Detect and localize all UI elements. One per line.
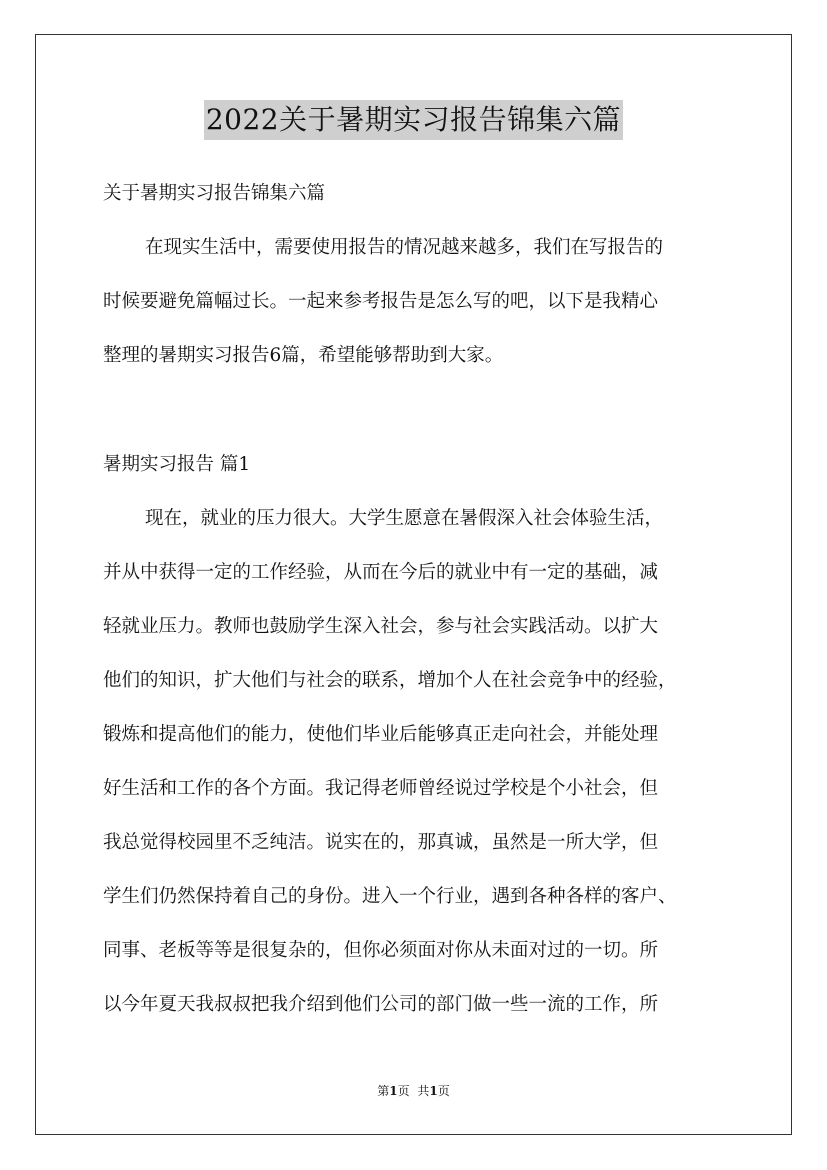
body-line-10: 以今年夏天我叔叔把我介绍到他们公司的部门做一些一流的工作，所	[103, 994, 659, 1015]
footer-page-suffix: 页	[397, 1084, 410, 1098]
body-line-8: 学生们仍然保持着自己的身份。进入一个行业，遇到各种各样的客户、	[103, 886, 677, 907]
body-line-1: 现在，就业的压力很大。大学生愿意在暑假深入社会体验生活，	[145, 508, 664, 529]
body-line-5: 锻炼和提高他们的能力，使他们毕业后能够真正走向社会，并能处理	[103, 724, 659, 745]
intro-line-2: 时候要避免篇幅过长。一起来参考报告是怎么写的吧，以下是我精心	[103, 291, 659, 312]
body-line-3: 轻就业压力。教师也鼓励学生深入社会，参与社会实践活动。以扩大	[103, 616, 659, 637]
body-line-4: 他们的知识，扩大他们与社会的联系，增加个人在社会竞争中的经验，	[103, 670, 677, 691]
subtitle: 关于暑期实习报告锦集六篇	[103, 183, 326, 204]
footer-total-suffix: 页	[437, 1084, 450, 1098]
intro-line-1: 在现实生活中，需要使用报告的情况越来越多，我们在写报告的	[145, 237, 664, 258]
footer-page-prefix: 第	[377, 1084, 390, 1098]
body-line-9: 同事、老板等等是很复杂的，但你必须面对你从未面对过的一切。所	[103, 940, 659, 961]
document-title: 2022关于暑期实习报告锦集六篇	[204, 100, 623, 140]
footer-page-number: 1	[389, 1084, 398, 1098]
page-footer	[0, 1083, 827, 1099]
section-heading: 暑期实习报告 篇1	[103, 454, 251, 475]
body-line-7: 我总觉得校园里不乏纯洁。说实在的，那真诚，虽然是一所大学，但	[103, 832, 659, 853]
footer-total-prefix: 共	[417, 1084, 430, 1098]
intro-line-3: 整理的暑期实习报告6篇，希望能够帮助到大家。	[103, 345, 504, 366]
body-line-2: 并从中获得一定的工作经验，从而在今后的就业中有一定的基础，减	[103, 562, 659, 583]
body-line-6: 好生活和工作的各个方面。我记得老师曾经说过学校是个小社会，但	[103, 778, 659, 799]
footer-total-number: 1	[429, 1084, 438, 1098]
title-container	[0, 100, 827, 140]
